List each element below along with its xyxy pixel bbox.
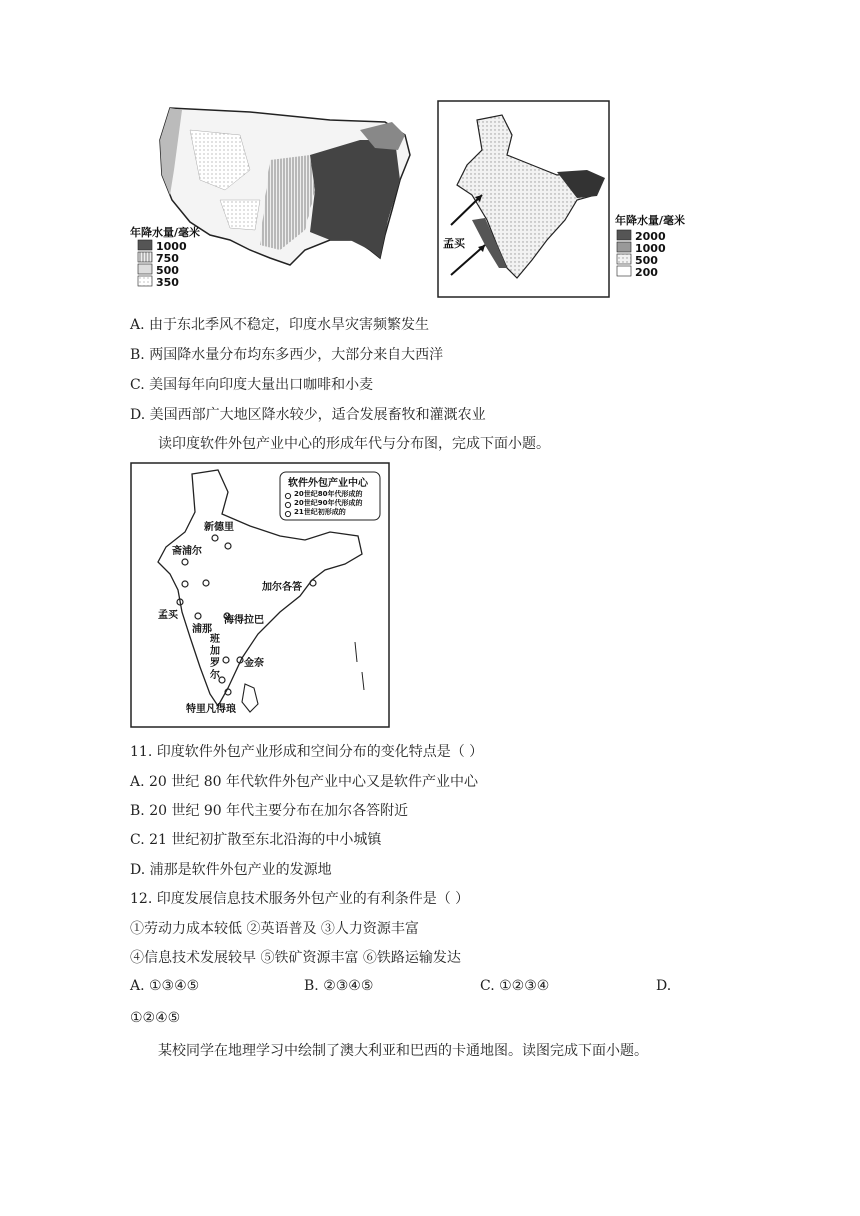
q11-option-b: B. 20 世纪 90 年代主要分布在加尔各答附近 [130,803,409,819]
city-label-thiruvananthapuram: 特里凡得琅 [186,704,236,715]
q11-option-d: D. 浦那是软件外包产业的发源地 [130,862,332,878]
usa-legend-value: 750 [156,252,179,265]
india-precipitation-map [437,100,717,298]
q12-option-d-continued: ①②④⑤ [130,1010,181,1026]
cartoon-map-intro: 某校同学在地理学习中绘制了澳大利亚和巴西的卡通地图。读图完成下面小题。 [158,1043,648,1059]
q12-option-d: D. [656,978,672,994]
software-legend-title: 软件外包产业中心 [288,478,368,489]
city-label-jaipur: 斋浦尔 [172,546,202,557]
q10-option-a: A. 由于东北季风不稳定，印度水旱灾害频繁发生 [130,317,430,333]
q11-option-c: C. 21 世纪初扩散至东北沿海的中小城镇 [130,832,382,848]
india-legend-value: 2000 [635,230,666,243]
usa-precipitation-map [130,100,430,300]
usa-legend-value: 1000 [156,240,187,253]
software-legend-item: 21世纪初形成的 [294,508,346,516]
india-mumbai-label: 孟买 [443,237,465,250]
q12-option-b: B. ②③④⑤ [304,978,374,994]
india-legend-value: 1000 [635,242,666,255]
q12-stem: 12. 印度发展信息技术服务外包产业的有利条件是（ ） [130,891,470,907]
city-label-bangalore: 班加罗尔 [210,634,220,681]
software-legend-item: 20世纪90年代形成的 [294,499,363,507]
usa-legend-title: 年降水量/毫米 [130,226,201,239]
q10-option-b: B. 两国降水量分布均东多西少，大部分来自大西洋 [130,347,444,363]
q11-option-a: A. 20 世纪 80 年代软件外包产业中心又是软件产业中心 [130,774,478,790]
q12-conditions-2: ④信息技术发展较早 ⑤铁矿资源丰富 ⑥铁路运输发达 [130,950,461,966]
india-legend-value: 500 [635,254,658,267]
city-label-pune: 浦那 [192,624,212,635]
q11-stem: 11. 印度软件外包产业形成和空间分布的变化特点是（ ） [130,744,484,760]
q12-option-c: C. ①②③④ [480,978,550,994]
software-map-intro: 读印度软件外包产业中心的形成年代与分布图，完成下面小题。 [158,436,550,452]
q10-option-c: C. 美国每年向印度大量出口咖啡和小麦 [130,377,374,393]
q10-option-d: D. 美国西部广大地区降水较少，适合发展畜牧和灌溉农业 [130,407,486,423]
q12-option-a: A. ①③④⑤ [130,978,200,994]
q12-conditions-1: ①劳动力成本较低 ②英语普及 ③人力资源丰富 [130,921,419,937]
india-legend-title: 年降水量/毫米 [615,214,686,227]
india-map-graphic [437,100,717,298]
city-label-kolkata: 加尔各答 [262,582,302,593]
city-label-hyderabad: 海得拉巴 [224,615,264,626]
city-label-chennai: 金奈 [244,658,264,669]
usa-legend-value: 500 [156,264,179,277]
usa-legend-value: 350 [156,276,179,289]
software-legend-item: 20世纪80年代形成的 [294,490,363,498]
india-legend-value: 200 [635,266,658,279]
city-label-new-delhi: 新德里 [204,522,234,533]
city-label-mumbai: 孟买 [158,610,178,621]
software-outsourcing-map [130,462,392,730]
